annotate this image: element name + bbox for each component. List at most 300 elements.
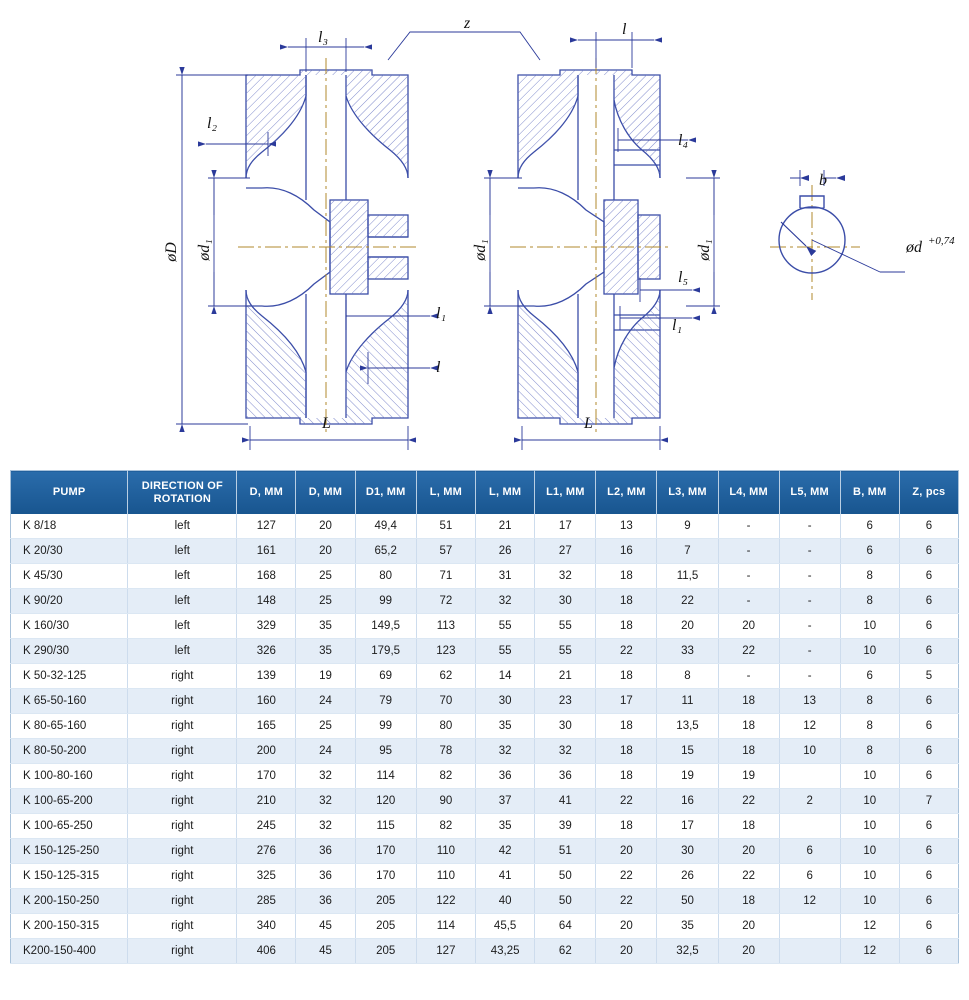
cell-value: 406 <box>237 939 296 964</box>
cell-value: 18 <box>718 814 779 839</box>
cell-value: 20 <box>596 914 657 939</box>
col-l-mm-2: L, MM <box>475 471 534 515</box>
cell-value: 90 <box>416 789 475 814</box>
cell-value: 115 <box>355 814 416 839</box>
cell-value: 10 <box>779 739 840 764</box>
cell-pump: K 80-65-160 <box>11 714 128 739</box>
table-row <box>11 914 959 939</box>
cell-value: 57 <box>416 539 475 564</box>
cell-value: 6 <box>899 764 958 789</box>
col-l2-mm: L2, MM <box>596 471 657 515</box>
cell-value: left <box>128 639 237 664</box>
label-l3: l₃ <box>318 29 329 46</box>
cell-value: 24 <box>296 739 355 764</box>
cell-value: 16 <box>657 789 718 814</box>
cell-value: 20 <box>296 539 355 564</box>
cell-pump: K 100-80-160 <box>11 764 128 789</box>
cell-value: 11,5 <box>657 564 718 589</box>
table-row <box>11 614 959 639</box>
cell-value: 71 <box>416 564 475 589</box>
cell-value: 6 <box>840 539 899 564</box>
cell-value: 20 <box>596 839 657 864</box>
cell-value: - <box>779 564 840 589</box>
cell-value: 18 <box>596 814 657 839</box>
cell-value: 45,5 <box>475 914 534 939</box>
cell-value: 20 <box>718 914 779 939</box>
cell-value: 30 <box>535 714 596 739</box>
cell-value: 22 <box>596 889 657 914</box>
cell-value: 276 <box>237 839 296 864</box>
cell-value <box>779 814 840 839</box>
table-row <box>11 714 959 739</box>
cell-value: 26 <box>475 539 534 564</box>
cell-value: 18 <box>596 564 657 589</box>
cell-value: 30 <box>475 689 534 714</box>
cell-value: 11 <box>657 689 718 714</box>
cell-value: 49,4 <box>355 514 416 539</box>
cell-value: 6 <box>899 889 958 914</box>
cell-value: 30 <box>657 839 718 864</box>
cell-value: - <box>718 564 779 589</box>
label-phiD: øD <box>163 242 180 262</box>
label-L-right: L <box>584 415 593 432</box>
cell-value: 6 <box>899 689 958 714</box>
cell-value: 12 <box>840 939 899 964</box>
cell-value: 50 <box>535 864 596 889</box>
cell-value: 6 <box>899 864 958 889</box>
col-z-pcs: Z, pcs <box>899 471 958 515</box>
cell-value: 6 <box>840 664 899 689</box>
table-row <box>11 589 959 614</box>
cell-pump: K 290/30 <box>11 639 128 664</box>
cell-value: 62 <box>416 664 475 689</box>
label-l-top-right: l <box>622 21 627 38</box>
cell-value: 326 <box>237 639 296 664</box>
cell-value: right <box>128 664 237 689</box>
cell-value: - <box>779 539 840 564</box>
cell-value: 10 <box>840 839 899 864</box>
label-phid1-left: ød₁ <box>196 239 213 261</box>
cell-value: 168 <box>237 564 296 589</box>
cell-value: 37 <box>475 789 534 814</box>
cell-value: 9 <box>657 514 718 539</box>
cell-pump: K 200-150-250 <box>11 889 128 914</box>
cell-value: 32 <box>296 814 355 839</box>
col-pump: PUMP <box>11 471 128 515</box>
label-tolerance: +0,74 <box>928 235 955 247</box>
cell-value: right <box>128 939 237 964</box>
cell-value: 8 <box>840 689 899 714</box>
cell-value: 26 <box>657 864 718 889</box>
cell-value: right <box>128 914 237 939</box>
cell-value: 10 <box>840 789 899 814</box>
label-l4: l₄ <box>678 132 689 149</box>
cell-value: 10 <box>840 889 899 914</box>
cell-value: 2 <box>779 789 840 814</box>
cell-value: 55 <box>535 614 596 639</box>
cell-value: 20 <box>718 839 779 864</box>
cell-value: 6 <box>899 814 958 839</box>
cell-value: 30 <box>535 589 596 614</box>
cell-value: 13 <box>779 689 840 714</box>
technical-drawing <box>0 0 969 462</box>
cell-value: 55 <box>475 639 534 664</box>
cell-value: 8 <box>840 564 899 589</box>
cell-value: right <box>128 714 237 739</box>
cell-value: left <box>128 614 237 639</box>
label-l1-right: l₁ <box>672 317 683 334</box>
col-l-mm: L, MM <box>416 471 475 515</box>
cell-value: 245 <box>237 814 296 839</box>
cell-value: right <box>128 864 237 889</box>
cell-value: - <box>779 589 840 614</box>
table-row <box>11 889 959 914</box>
cell-pump: K 20/30 <box>11 539 128 564</box>
table-row <box>11 739 959 764</box>
table-row <box>11 839 959 864</box>
cell-value: 33 <box>657 639 718 664</box>
cell-value: 6 <box>899 564 958 589</box>
cell-value: 205 <box>355 939 416 964</box>
cell-value: 18 <box>596 614 657 639</box>
cell-value: 22 <box>718 639 779 664</box>
cell-value: 120 <box>355 789 416 814</box>
cell-value: 170 <box>355 839 416 864</box>
cell-pump: K 8/18 <box>11 514 128 539</box>
cell-value: 35 <box>475 814 534 839</box>
cell-value: 10 <box>840 864 899 889</box>
cell-value: 12 <box>779 889 840 914</box>
cell-value: 51 <box>535 839 596 864</box>
cell-value: 80 <box>355 564 416 589</box>
cell-value: - <box>779 639 840 664</box>
cell-value: 78 <box>416 739 475 764</box>
cell-value: 22 <box>596 864 657 889</box>
table-row <box>11 664 959 689</box>
cell-value: 22 <box>596 639 657 664</box>
cell-value: 6 <box>899 914 958 939</box>
cell-value: 18 <box>596 739 657 764</box>
cell-value: 122 <box>416 889 475 914</box>
specification-table-wrap <box>10 470 959 964</box>
cell-value: 6 <box>899 739 958 764</box>
cell-value: 32 <box>475 589 534 614</box>
cell-value: 12 <box>840 914 899 939</box>
cell-value: - <box>779 664 840 689</box>
cell-pump: K 150-125-250 <box>11 839 128 864</box>
cell-value: 50 <box>657 889 718 914</box>
cell-value: right <box>128 889 237 914</box>
cell-value: 6 <box>779 864 840 889</box>
cell-value: 65,2 <box>355 539 416 564</box>
cell-value: 170 <box>355 864 416 889</box>
label-phid1-right: ød₁ <box>696 239 713 261</box>
cell-value: 25 <box>296 589 355 614</box>
cell-value: 6 <box>899 714 958 739</box>
cell-value: 6 <box>779 839 840 864</box>
cell-value: 123 <box>416 639 475 664</box>
cell-value: left <box>128 589 237 614</box>
table-row <box>11 789 959 814</box>
cell-value: 8 <box>657 664 718 689</box>
cell-pump: K 100-65-200 <box>11 789 128 814</box>
cell-value: 99 <box>355 589 416 614</box>
cell-value: 113 <box>416 614 475 639</box>
cell-value: 6 <box>899 539 958 564</box>
cell-value: 36 <box>535 764 596 789</box>
cell-value: 20 <box>718 614 779 639</box>
cell-value: 35 <box>296 639 355 664</box>
cell-value: 210 <box>237 789 296 814</box>
cell-value: 18 <box>718 889 779 914</box>
cell-value: 149,5 <box>355 614 416 639</box>
cell-value: 205 <box>355 914 416 939</box>
cell-value: 32,5 <box>657 939 718 964</box>
table-row <box>11 539 959 564</box>
col-d-mm: D, MM <box>237 471 296 515</box>
col-l3-mm: L3, MM <box>657 471 718 515</box>
cell-value: 82 <box>416 814 475 839</box>
label-l-bottom-left: l <box>436 359 441 376</box>
cell-value: left <box>128 564 237 589</box>
cell-value: 10 <box>840 614 899 639</box>
cell-value: 79 <box>355 689 416 714</box>
cell-value: 21 <box>535 664 596 689</box>
cell-value: right <box>128 814 237 839</box>
cell-value: 36 <box>296 839 355 864</box>
cell-value: 35 <box>657 914 718 939</box>
cell-value: right <box>128 689 237 714</box>
table-row <box>11 689 959 714</box>
table-row <box>11 514 959 539</box>
cell-value: 64 <box>535 914 596 939</box>
cell-value: - <box>779 514 840 539</box>
cell-value: 32 <box>296 764 355 789</box>
cell-value: 15 <box>657 739 718 764</box>
cell-value: 21 <box>475 514 534 539</box>
cell-value: 22 <box>596 789 657 814</box>
cell-value <box>779 939 840 964</box>
cell-value: 31 <box>475 564 534 589</box>
col-d1-mm: D1, MM <box>355 471 416 515</box>
cell-value: 17 <box>596 689 657 714</box>
cell-value: 36 <box>475 764 534 789</box>
cell-value: 114 <box>416 914 475 939</box>
cell-value: 205 <box>355 889 416 914</box>
col-d2-mm: D, MM <box>296 471 355 515</box>
cell-value: 13 <box>596 514 657 539</box>
table-body <box>11 514 959 964</box>
cell-value: 70 <box>416 689 475 714</box>
cell-value: - <box>718 589 779 614</box>
cell-value: 10 <box>840 639 899 664</box>
cell-value: 69 <box>355 664 416 689</box>
table-row <box>11 864 959 889</box>
label-l1-left: l₁ <box>436 305 447 322</box>
cell-value: 40 <box>475 889 534 914</box>
cell-value: - <box>718 664 779 689</box>
cell-value: 148 <box>237 589 296 614</box>
cell-value: 8 <box>840 589 899 614</box>
cell-value: 95 <box>355 739 416 764</box>
table-row <box>11 814 959 839</box>
cell-value: 35 <box>475 714 534 739</box>
cell-value: 19 <box>296 664 355 689</box>
cell-value: right <box>128 739 237 764</box>
cell-pump: K200-150-400 <box>11 939 128 964</box>
table-row <box>11 564 959 589</box>
cell-value: 32 <box>475 739 534 764</box>
cell-value: 19 <box>657 764 718 789</box>
cell-value: 7 <box>899 789 958 814</box>
cell-value: 8 <box>840 739 899 764</box>
label-l2: l₂ <box>207 115 218 132</box>
cell-value: 32 <box>535 739 596 764</box>
table-header-row <box>11 471 959 515</box>
cell-value: 80 <box>416 714 475 739</box>
cell-value: 179,5 <box>355 639 416 664</box>
cell-value: 55 <box>475 614 534 639</box>
cell-value: 20 <box>657 614 718 639</box>
cell-value: 45 <box>296 914 355 939</box>
cell-value: 340 <box>237 914 296 939</box>
cell-value: 139 <box>237 664 296 689</box>
cell-value: 161 <box>237 539 296 564</box>
label-phid-tol: ød <box>906 239 922 256</box>
cell-value: 32 <box>535 564 596 589</box>
cell-value: right <box>128 789 237 814</box>
cell-pump: K 160/30 <box>11 614 128 639</box>
cell-value: 18 <box>718 689 779 714</box>
cell-value: 17 <box>657 814 718 839</box>
cell-value: 127 <box>237 514 296 539</box>
cell-value: 6 <box>840 514 899 539</box>
col-l5-mm: L5, MM <box>779 471 840 515</box>
cell-value: 22 <box>718 864 779 889</box>
cell-value: 36 <box>296 889 355 914</box>
cell-value: 285 <box>237 889 296 914</box>
cell-pump: K 50-32-125 <box>11 664 128 689</box>
cell-value: 72 <box>416 589 475 614</box>
cell-value: 62 <box>535 939 596 964</box>
cell-pump: K 90/20 <box>11 589 128 614</box>
cell-value: 42 <box>475 839 534 864</box>
cell-value: 50 <box>535 889 596 914</box>
cell-value: 18 <box>596 664 657 689</box>
cell-value: 25 <box>296 714 355 739</box>
table-row <box>11 939 959 964</box>
cell-value: right <box>128 764 237 789</box>
cell-value: 32 <box>296 789 355 814</box>
cell-value: 82 <box>416 764 475 789</box>
cell-value: 114 <box>355 764 416 789</box>
cell-value: 18 <box>596 714 657 739</box>
cell-value: 6 <box>899 939 958 964</box>
cell-value: 7 <box>657 539 718 564</box>
cell-value: 20 <box>296 514 355 539</box>
cell-value: 5 <box>899 664 958 689</box>
cell-value: 10 <box>840 814 899 839</box>
cell-value: 41 <box>535 789 596 814</box>
cell-value: 14 <box>475 664 534 689</box>
cell-value: 127 <box>416 939 475 964</box>
cell-pump: K 150-125-315 <box>11 864 128 889</box>
table-row <box>11 764 959 789</box>
keyway-detail <box>779 170 905 273</box>
cell-pump: K 100-65-250 <box>11 814 128 839</box>
cell-value: 22 <box>718 789 779 814</box>
col-direction-of-rotation: DIRECTION OF ROTATION <box>128 471 237 515</box>
label-l5: l₅ <box>678 269 689 286</box>
cell-value: 12 <box>779 714 840 739</box>
cell-pump: K 45/30 <box>11 564 128 589</box>
cell-pump: K 80-50-200 <box>11 739 128 764</box>
cell-value: 110 <box>416 864 475 889</box>
cell-pump: K 200-150-315 <box>11 914 128 939</box>
cell-value: 10 <box>840 764 899 789</box>
cell-value: 22 <box>657 589 718 614</box>
cell-value: 24 <box>296 689 355 714</box>
cell-pump: K 65-50-160 <box>11 689 128 714</box>
cell-value: 18 <box>718 739 779 764</box>
cell-value: 20 <box>596 939 657 964</box>
cell-value: 6 <box>899 639 958 664</box>
label-L-left: L <box>322 415 331 432</box>
cell-value: left <box>128 514 237 539</box>
cell-value: 43,25 <box>475 939 534 964</box>
cell-value: 165 <box>237 714 296 739</box>
cell-value: 20 <box>718 939 779 964</box>
cell-value: 325 <box>237 864 296 889</box>
label-phid1-mid: ød₁ <box>472 239 489 261</box>
cell-value: 51 <box>416 514 475 539</box>
cell-value: 45 <box>296 939 355 964</box>
cell-value: 36 <box>296 864 355 889</box>
table-header <box>11 471 959 515</box>
cell-value: 99 <box>355 714 416 739</box>
cell-value: 18 <box>718 714 779 739</box>
cell-value: 18 <box>596 764 657 789</box>
cell-value: 200 <box>237 739 296 764</box>
cell-value: 23 <box>535 689 596 714</box>
cell-value: 13,5 <box>657 714 718 739</box>
cell-value: right <box>128 839 237 864</box>
cell-value: - <box>718 539 779 564</box>
cell-value: 6 <box>899 614 958 639</box>
cell-value: 8 <box>840 714 899 739</box>
cell-value: 6 <box>899 839 958 864</box>
cell-value: 41 <box>475 864 534 889</box>
col-b-mm: B, MM <box>840 471 899 515</box>
cell-value: 160 <box>237 689 296 714</box>
col-l1-mm: L1, MM <box>535 471 596 515</box>
table-row <box>11 639 959 664</box>
cell-value: 329 <box>237 614 296 639</box>
cell-value: 110 <box>416 839 475 864</box>
label-b: b <box>819 172 827 189</box>
cell-value: - <box>779 614 840 639</box>
cell-value: 17 <box>535 514 596 539</box>
cell-value: 39 <box>535 814 596 839</box>
drawing-svg <box>0 0 969 462</box>
cell-value: 170 <box>237 764 296 789</box>
cell-value: 25 <box>296 564 355 589</box>
cell-value: left <box>128 539 237 564</box>
cell-value: 27 <box>535 539 596 564</box>
cell-value: 19 <box>718 764 779 789</box>
cell-value: - <box>718 514 779 539</box>
cell-value: 6 <box>899 589 958 614</box>
